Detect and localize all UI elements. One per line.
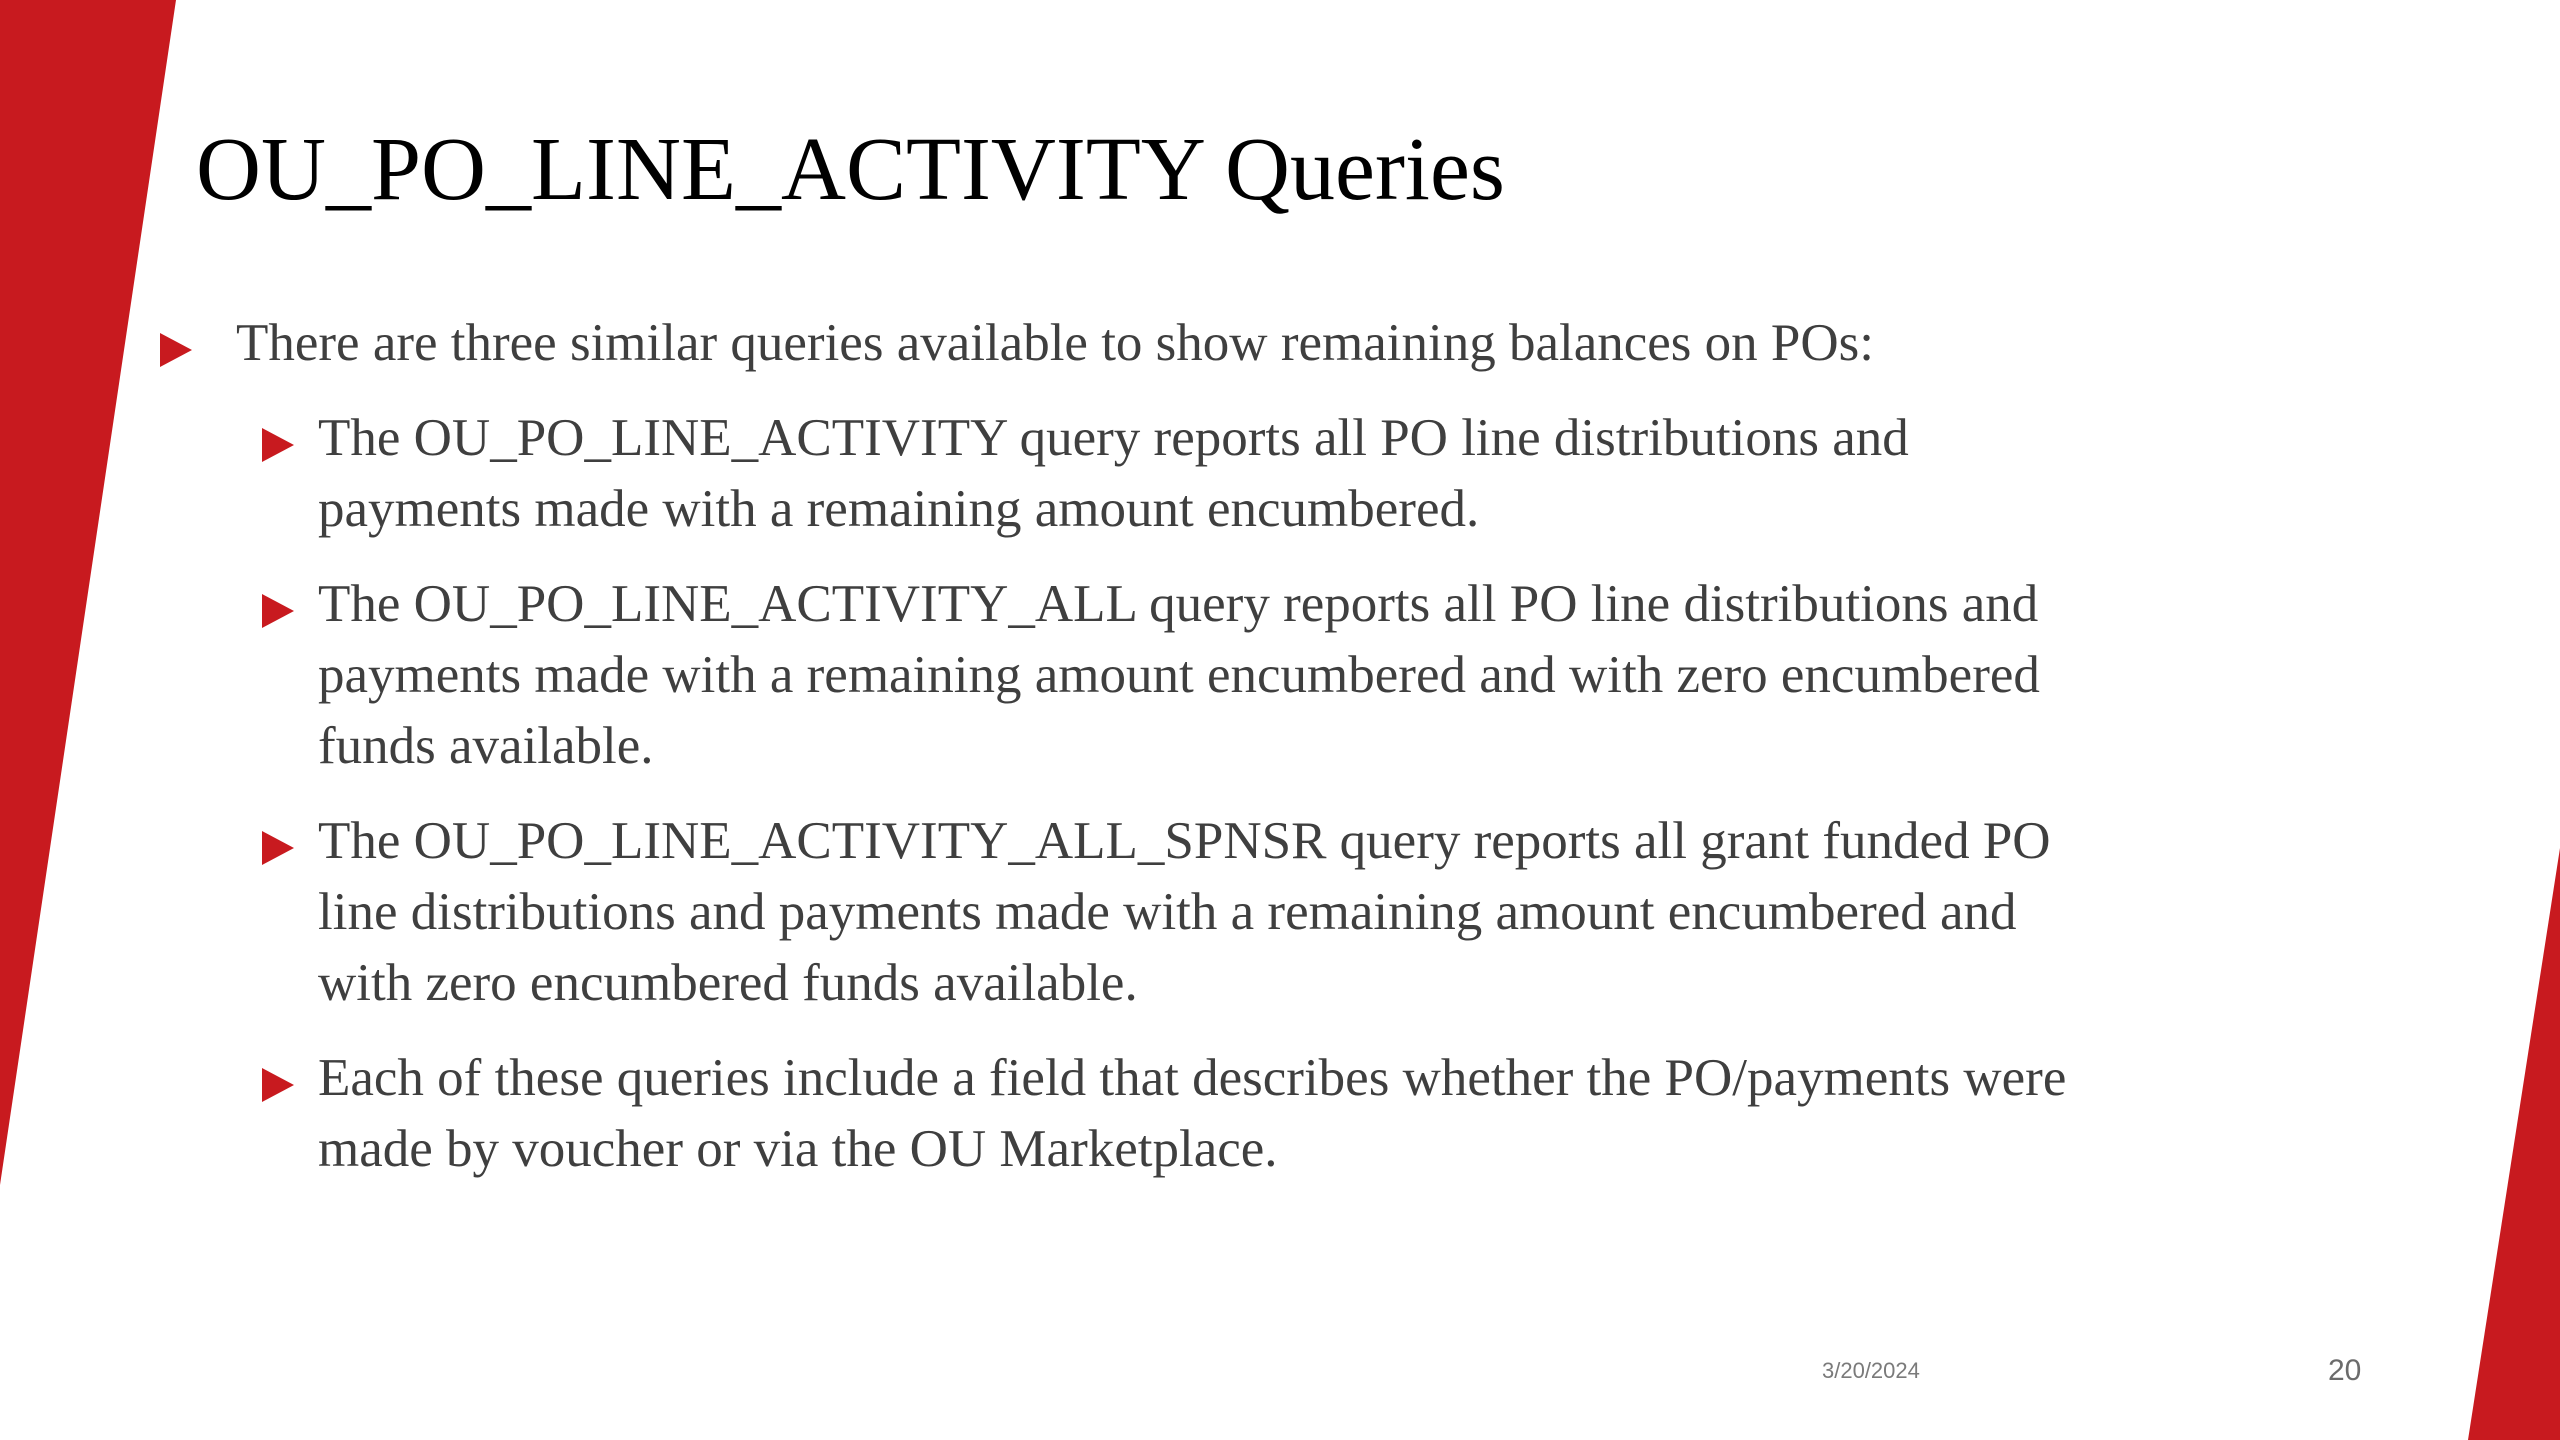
sub-bullet-text: The OU_PO_LINE_ACTIVITY query reports all PO line distributions and payments made with a remaining amount encumbered.: [318, 409, 1909, 538]
sub-bullet-text: The OU_PO_LINE_ACTIVITY_ALL_SPNSR query reports all grant funded PO line distributions and payments made with a remaining amount encumbered and with zero encumbered funds available.: [318, 812, 2051, 1012]
slide-title: OU_PO_LINE_ACTIVITY Queries: [196, 120, 1505, 219]
right-accent-shape: [2468, 848, 2560, 1440]
left-accent-shape: [0, 0, 176, 1185]
sub-bullet-text: Each of these queries include a field that describes whether the PO/payments were made by voucher or via the OU Marketplace.: [318, 1049, 2067, 1178]
sub-bullet-item: [262, 569, 2120, 782]
bullet-item: [160, 308, 2120, 379]
triangle-bullet-icon: [262, 594, 294, 628]
triangle-bullet-icon: [262, 428, 294, 462]
sub-bullet-item: [262, 1043, 2120, 1185]
slide-number: 20: [2328, 1354, 2362, 1387]
bullet-text: There are three similar queries available to show remaining balances on POs:: [236, 314, 1875, 372]
triangle-bullet-icon: [160, 333, 192, 367]
triangle-bullet-icon: [262, 1068, 294, 1102]
slide-body: [160, 308, 2120, 1209]
sub-bullet-text: The OU_PO_LINE_ACTIVITY_ALL query reports all PO line distributions and payments made with a remaining amount encumbered and with zero encumbered funds available.: [318, 575, 2040, 775]
sub-bullet-item: [262, 806, 2120, 1019]
triangle-bullet-icon: [262, 831, 294, 865]
sub-bullet-item: [262, 403, 2120, 545]
footer-date: 3/20/2024: [1822, 1358, 1920, 1383]
